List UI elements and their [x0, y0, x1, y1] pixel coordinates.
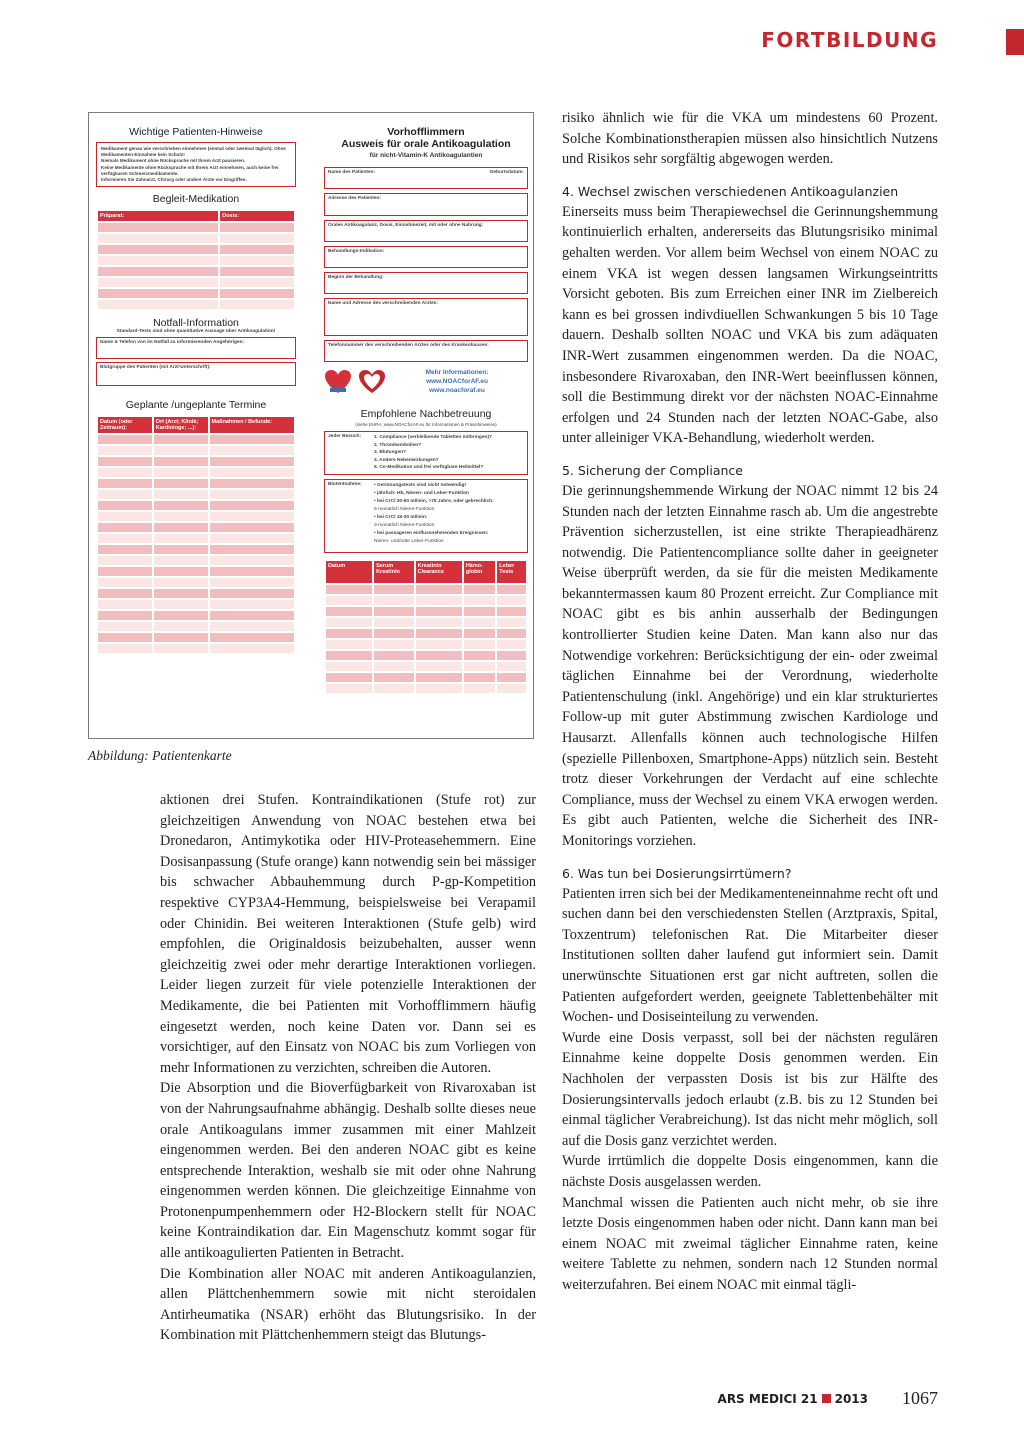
paragraph: Einerseits muss beim Therapiewechsel die Gerinnungshemmung kontinuierlich erhalten, andererseits das Blutungsrisiko minimal gehalten werden. Vor allem beim Wechsel von einem NOAC zu einem VKA ist wegen dessen langsamen Wirkungseintritts Vorsicht geboten. Bis zum Erreichen einer INR im Zielbereich kann es bei grossen indivdiuellen Schwankungen 5 bis 10 Tage dauern. Deshalb sollten NOAC und VKA bis zum adäquaten INR-Wert zusammen eingenommen werden. Da die NOAC, insbesondere Rivaroxaban, den INR-Wert beeinflussen können, soll die Bestimmung direkt vor der nächsten NOAC-Einnahme erfolgen und 24 Stunden nach der letzten NOAC-Gabe, also unter alleiniger VKA-Behandlung, wiederholt werden.	[562, 203, 938, 447]
comed-header-dose: Dosis:	[220, 211, 294, 221]
paragraph: risiko ähnlich wie für die VKA um mindestens 60 Prozent. Solche Kombinationstherapien müssen also hinsichtlich Nutzens und Risikos sehr sorgfältig abgewogen werden.	[562, 110, 938, 168]
visit-item: 3. Blutungen?	[374, 450, 406, 455]
section-heading: 4. Wechsel zwischen verschiedenen Antikoagulanzien	[562, 183, 899, 199]
section-marker	[1006, 29, 1024, 55]
hints-title: Wichtige Patienten-Hinweise	[129, 126, 263, 138]
paragraph: Die Absorption und die Bioverfügbarkeit von Rivaroxaban ist von der Nahrungsaufnahme abhängig. Deshalb sollte dieses neue orale Antikoagulans immer zusammen mit einer Mahlzeit eingenommen werden. Bei den anderen NOAC gibt es keine entsprechende Interaktion, weshalb sie mit oder ohne Nahrung eingenommen werden können. Die gleichzeitige Einnahme von Protonenpumpenhemmern oder H2-Blockern stellt für NOAC keine Kontraindikation dar. Ein Magenschutz kommt sogar für alle antikoagulierten Patienten in Betracht.	[160, 1080, 536, 1262]
emergency-title: Notfall-Information	[153, 317, 239, 330]
indication-field: Behandlungs-Indikation:	[324, 246, 528, 268]
figure-caption: Abbildung: Patientenkarte	[88, 748, 232, 763]
lab-header-date: Datum	[326, 561, 372, 583]
footer-square-icon	[822, 1394, 831, 1403]
blood-list	[374, 482, 494, 550]
more-info	[386, 368, 528, 395]
lab-header-creatinine: Serum Kreatinin	[374, 561, 414, 583]
logos-row	[324, 368, 528, 395]
paragraph: Manchmal wissen die Patienten auch nicht mehr, ob sie ihre letzte Dosis eingenommen haben oder nicht. Dann kann man bei einem NOAC mit zweimal täglicher Einnahme raten, keine weitere Tablette zu nehmen, sondern nach 12 Stunden normal weiterzufahren. Bei einem NOAC mit einmal tägli-	[562, 1194, 938, 1293]
card-left-column	[96, 113, 296, 655]
emergency-contact-field: Name & Telefon von im Notfall zu informierenden Angehörigen:	[96, 337, 296, 359]
dates-header-measures: Maßnahmen / Befunde:	[210, 417, 295, 433]
visit-item: 2. Thrombembolien?	[374, 442, 422, 448]
visit-item: 1. Compliance (verbleibende Tabletten mitbringen)?	[374, 435, 492, 440]
phone-field: Telefonnummer des verschreibenden Arztes oder des Krankenhauses:	[324, 340, 528, 362]
start-field: Beginn der Behandlung:	[324, 272, 528, 294]
hint-line: Niemals Medikament ohne Rücksprache mit Ihrem Arzt pausieren.	[101, 158, 246, 164]
more-info-link-1[interactable]: www.NOACforAF.eu	[426, 378, 488, 385]
birth-date-label: Geburtsdatum:	[489, 170, 524, 175]
visit-label: Jeder Besuch:	[328, 434, 362, 439]
left-text-column	[160, 790, 536, 1346]
card-title-2: Ausweis für orale Antikoagulation	[341, 138, 511, 150]
right-text-column	[562, 108, 938, 1295]
heart-logo-icon	[324, 369, 352, 395]
visit-item: 4. Andere Nebenwirkungen?	[374, 457, 439, 463]
more-info-label: Mehr Informationen:	[425, 369, 489, 376]
page-number: 1067	[902, 1388, 938, 1408]
more-info-link-2[interactable]: www.noacforaf.eu	[429, 387, 485, 394]
comed-title: Begleit-Medikation	[152, 193, 240, 206]
lab-table	[324, 559, 528, 695]
paragraph: Wurde eine Dosis verpasst, soll bei der nächsten regulären Einnahme keine doppelte Dosis genommen werden. Ein Nachholen der verpassten Dosis ist bis zur Hälfte des Dosierungsintervalls jedoch erlaubt (z.B. bis zu 12 Stunden bei einmal täglicher Verabreichung). Ist das nicht mehr möglich, soll auf die Dosis ganz verzichtet werden.	[562, 1029, 938, 1149]
patient-card-figure	[88, 112, 534, 739]
section-label: FORTBILDUNG	[761, 28, 938, 52]
visit-box	[324, 431, 528, 475]
emergency-subtitle: Standard-Tests sind ohne quantitative Aussage über Antikoagulation!	[116, 329, 276, 335]
hint-line: Keine Medikamente ohne Rücksprache mit Ihrem Arzt einnehmen, auch keine frei verfügbaren Schmerzmedikamente.	[101, 164, 279, 176]
blood-item: • bei passageren einflussnehmenden Ereignissen:	[374, 531, 489, 536]
blood-item: • jährlich: Hb, Nieren- und Leber-Funktion	[374, 491, 469, 496]
patient-name-field	[324, 167, 528, 189]
visit-item: 5. Co-Medikation und frei verfügbare Heilmittel?	[374, 465, 484, 470]
paragraph: aktionen drei Stufen. Kontraindikationen (Stufe rot) zur gleichzeitigen Anwendung von NOAC bestehen etwa bei Dronedaron, Antimykotika oder HIV-Proteasehemmern. Eine Dosisanpassung (Stufe orange) kann notwendig sein bei mässiger bis schwacher Abbauhemmung durch P-gp-Kompetition respektive CYP3A4-Hemmung, beispielsweise bei Verapamil oder Chinidin. Bei weiteren Interaktionen (Stufe gelb) wird empfohlen, die Originaldosis beizubehalten, ausser wenn gleichzeitig zwei oder mehr derartige Interaktionen vorliegen. Leider liegen zurzeit für viele potenzielle Interaktionen der Medikamente, die bei Patienten mit Vorhofflimmern häufig eingesetzt werden, noch keine Daten vor. Dann sei es vorsichtiger, auf den Einsatz von NOAC bis zum Vorliegen von mehr Informationen zu verzichten, schreiben die Autoren.	[160, 792, 536, 1076]
address-field: Adresse des Patienten:	[324, 193, 528, 216]
blood-item: • Gerinnungstests sind nicht notwendig!	[374, 483, 467, 488]
blood-box	[324, 479, 528, 553]
doctor-field: Name und Adresse des verschreibenden Arztes:	[324, 298, 528, 336]
card-subtitle: für nicht-Vitamin-K Antikoagulantien	[369, 152, 483, 159]
hint-line: Medikament genau wie verschrieben einnehmen (einmal oder zweimal täglich). Ohne Medikamenten-Einnahme kein Schutz!	[101, 146, 286, 158]
lab-header-hemoglobin: Hämo-globin	[464, 561, 495, 583]
lab-header-clearance: Kreatinin Clearance	[416, 561, 462, 583]
journal-name: ARS MEDICI 21	[717, 1391, 818, 1406]
blood-item: 3-monatlich Nieren-Funktion	[374, 523, 435, 528]
followup-subtitle: (siehe EHRA: www.NOACforAF.eu für Informationen & Praxishinweise)	[355, 422, 497, 427]
blood-item: • bei CrCl 15-30 ml/min:	[374, 515, 428, 520]
lab-header-liver: Leber Tests	[497, 561, 526, 583]
dates-header-date: Datum (oder Zeitraum):	[98, 417, 152, 433]
paragraph: Patienten irren sich bei der Medikamenteneinnahme recht oft und suchen dann bei den verschiedensten Stellen (Arztpraxis, Spital, Toxzentrum) telefonischen Rat. Die Mitarbeiter dieser Institutionen sollten daher laufend gut informiert sein. Damit unerwünschte Situationen erst gar nicht auftreten, sollen die Patienten aufgefordert werden, geeignete Tablettenbehälter mit Wochen- und Dosiseinteilung zu verwenden.	[562, 885, 938, 1026]
blood-item: • bei CrCl 30-60 ml/min, >75 Jahre, oder gebrechlich:	[374, 499, 494, 504]
paragraph: Die gerinnungshemmende Wirkung der NOAC nimmt 12 bis 24 Stunden nach der letzten Einnahme rasch ab. Um die angestrebte Prävention sicherzustellen, ist eine strikte Therapieadhärenz notwendig. Die Patientencompliance sollte daher in geeigneter Weise überprüft werden, da sie für die meisten Medikamente bekanntermassen kaum 80 Prozent erreicht. Zur Compliance mit NOAC gibt es bis anhin ausserhalb der Bedingungen kontrollierter Studien keine Daten. Man kann also nur das Notwendige vorkehren: Berücksichtigung der ein- oder zweimal täglichen Einnahme bei der Verordnung, wiederholte Patientenschulung (inkl. Angehörige) und ein klar strukturiertes Follow-up mit guter Abstimmung zwischen Kardiologe und Hausarzt. Allenfalls können auch technologische Hilfen (spezielle Pillenboxen, Smartphone-Apps) nützlich sein. Besteht trotz dieser Vorkehrungen der Verdacht auf eine schlechte Compliance, muss der Wechsel zu einem VKA erwogen werden. Es gibt auch Patienten, welche die Sicherheit des INR-Monitorings vorziehen.	[562, 482, 938, 849]
paragraph: Wurde irrtümlich die doppelte Dosis eingenommen, kann die nächste Dosis ausgelassen werden.	[562, 1153, 938, 1190]
comed-table	[96, 209, 296, 311]
blood-item: Nieren- und/oder Leber-Funktion	[374, 539, 444, 544]
patient-name-label: Name des Patienten:	[328, 170, 376, 175]
card-right-column	[324, 113, 528, 695]
journal-year: 2013	[834, 1391, 868, 1406]
followup-title: Empfohlene Nachbetreuung	[360, 408, 492, 420]
card-title: Vorhofflimmern	[387, 126, 465, 138]
paragraph: Die Kombination aller NOAC mit anderen Antikoagulanzien, allen Plättchenhemmern sowie mit nicht steroidalen Antirheumatika (NSAR) erhöht das Blutungsrisiko. In der Kombination mit Plättchenhemmern steigt das Blutungs-	[160, 1265, 536, 1344]
heart-logo-2-icon	[358, 369, 386, 395]
comed-header-drug: Präparat:	[98, 211, 218, 221]
hints-box	[96, 142, 296, 187]
hint-line: Informieren Sie Zahnarzt, Chirurg oder andere Ärzte vor Eingriffen.	[101, 177, 247, 183]
blood-group-field: Blutgruppe des Patienten (mit Arzt-Unterschrift):	[96, 362, 296, 386]
dates-table	[96, 415, 296, 655]
blood-label: Blutentnahme:	[328, 482, 362, 487]
anticoagulant-field: Orales Antikoagulanz, Dosis, Einnahmezeit, mit oder ohne Nahrung:	[324, 220, 528, 242]
section-heading: 6. Was tun bei Dosierungsirrtümern?	[562, 865, 792, 881]
page-footer	[718, 1388, 938, 1409]
visit-list	[374, 434, 492, 472]
dates-title: Geplante /ungeplante Termine	[125, 399, 267, 412]
blood-item: 6-monatlich Nieren-Funktion	[374, 507, 435, 512]
dates-header-place: Ort (Arzt; Klinik; Kardiologe; ...):	[154, 417, 208, 433]
section-heading: 5. Sicherung der Compliance	[562, 462, 743, 478]
